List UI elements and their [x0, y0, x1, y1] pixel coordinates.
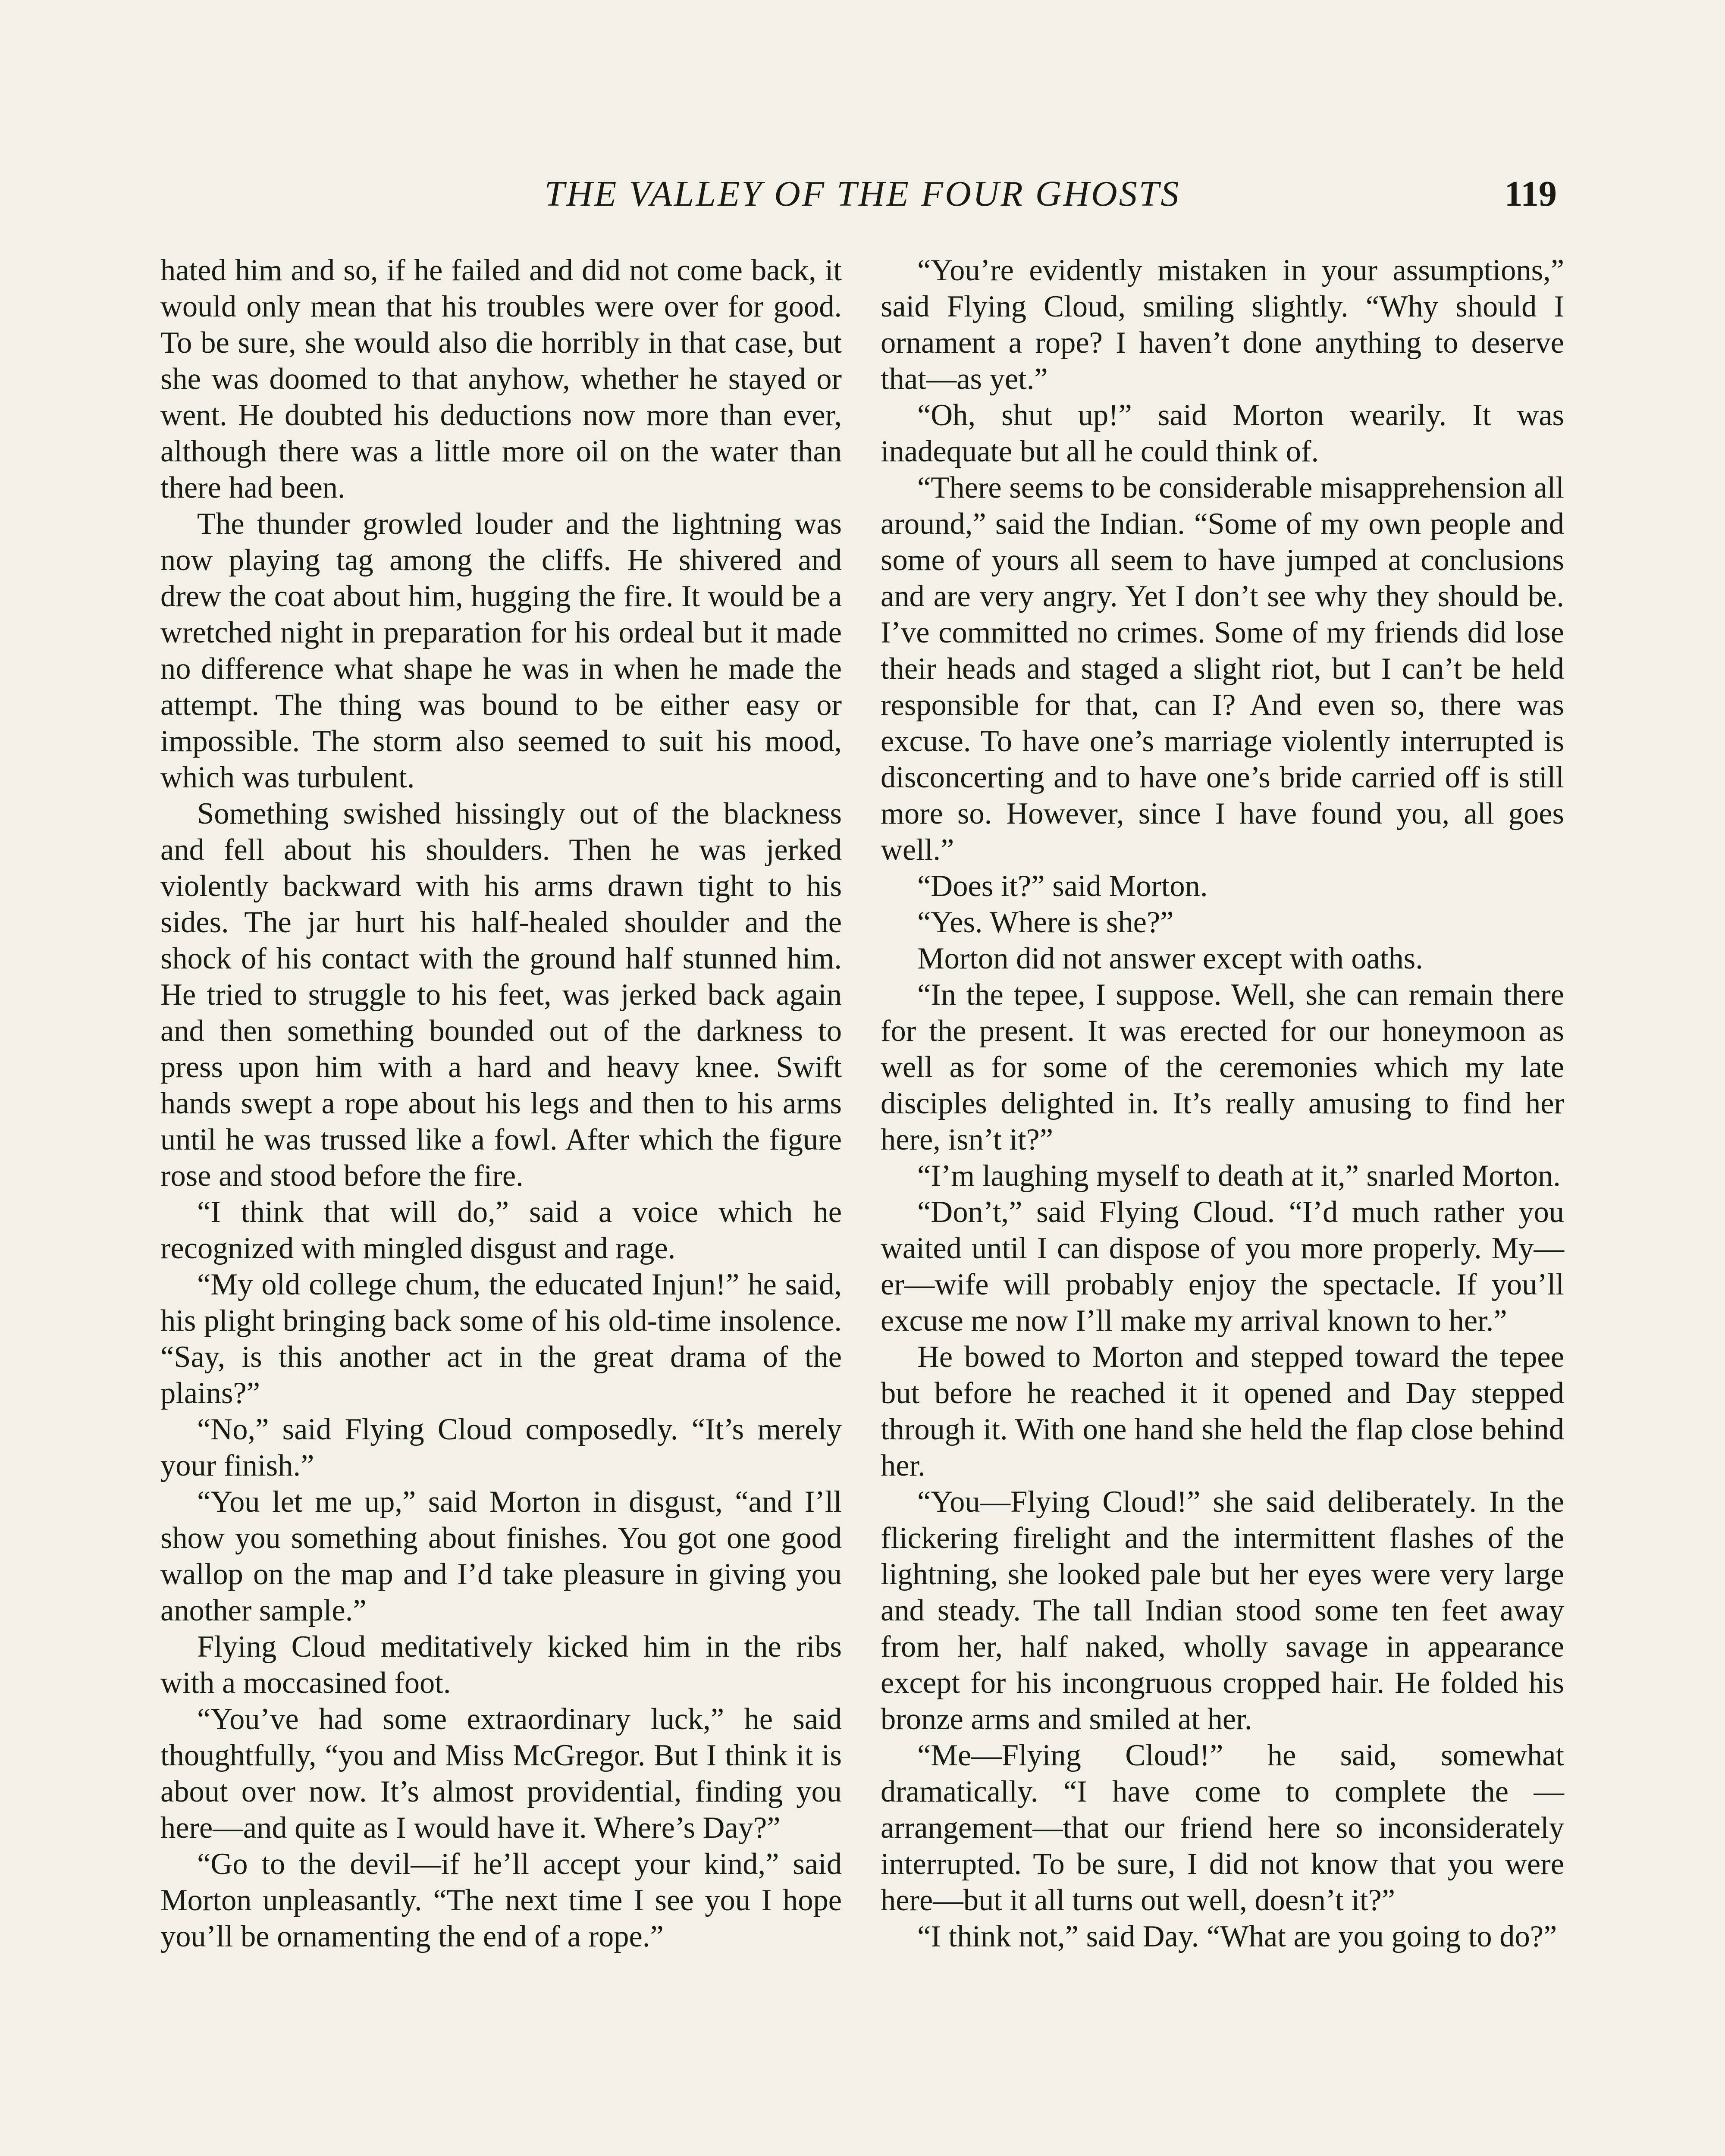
paragraph: “I think that will do,” said a voice which he recognized with mingled disgust and rage. [160, 1195, 842, 1265]
text-column-right [881, 252, 1564, 1955]
paragraph: Flying Cloud meditatively kicked him in the ribs with a moccasined foot. [160, 1630, 842, 1700]
paragraph: “You let me up,” said Morton in disgust, “and I’ll show you something about finishes. You got one good wallop on the map and I’d take pleasure in giving you another sample.” [160, 1485, 842, 1627]
paragraph: hated him and so, if he failed and did not come back, it would only mean that his troubles were over for good. To be sure, she would also die horribly in that case, but she was doomed to that anyhow, whether he stayed or went. He doubted his deductions now more than ever, although there was a little more oil on the water than there had been. [160, 254, 842, 505]
running-header-title: THE VALLEY OF THE FOUR GHOSTS [544, 174, 1181, 214]
paragraph: “Me—Flying Cloud!” he said, somewhat dramatically. “I have come to complete the —arrangement—that our friend here so inconsiderately interrupted. To be sure, I did not know that you were here—but it all turns out well, doesn’t it?” [881, 1739, 1564, 1917]
paragraph: “My old college chum, the educated Injun!” he said, his plight bringing back some of his old-time insolence. “Say, is this another act in the great drama of the plains?” [160, 1268, 842, 1410]
paragraph: “There seems to be considerable misapprehension all around,” said the Indian. “Some of my own people and some of yours all seem to have jumped at conclusions and are very angry. Yet I don’t see why they should be. I’ve committed no crimes. Some of my friends did lose their heads and staged a slight riot, but I can’t be held responsible for that, can I? And even so, there was excuse. To have one’s marriage violently interrupted is disconcerting and to have one’s bride carried off is still more so. However, since I have found you, all goes well.” [881, 471, 1564, 867]
text-column-left [160, 252, 842, 1955]
paragraph: “You’re evidently mistaken in your assumptions,” said Flying Cloud, smiling slightly. “Why should I ornament a rope? I haven’t done anything to deserve that—as yet.” [881, 254, 1564, 396]
paragraph: Morton did not answer except with oaths. [917, 942, 1423, 975]
paragraph: Something swished hissingly out of the blackness and fell about his shoulders. Then he was jerked violently backward with his arms drawn tight to his sides. The jar hurt his half-healed shoulder and the shock of his contact with the ground half stunned him. He tried to struggle to his feet, was jerked back again and then something bounded out of the darkness to press upon him with a hard and heavy knee. Swift hands swept a rope about his legs and then to his arms until he was trussed like a fowl. After which the figure rose and stood before the fire. [160, 797, 842, 1193]
paragraph: “You’ve had some extraordinary luck,” he said thoughtfully, “you and Miss McGregor. But I think it is about over now. It’s almost providential, finding you here—and quite as I would have it. Where’s Day?” [160, 1702, 842, 1845]
paragraph: “Don’t,” said Flying Cloud. “I’d much rather you waited until I can dispose of you more properly. My—er—wife will probably enjoy the spectacle. If you’ll excuse me now I’ll make my arrival known to her.” [881, 1195, 1564, 1338]
paragraph: “Does it?” said Morton. [917, 869, 1208, 903]
paragraph: “Oh, shut up!” said Morton wearily. It was inadequate but all he could think of. [881, 398, 1564, 468]
paragraph: He bowed to Morton and stepped toward the tepee but before he reached it it opened and Day stepped through it. With one hand she held the flap close behind her. [881, 1340, 1564, 1482]
paragraph: The thunder growled louder and the lightning was now playing tag among the cliffs. He shivered and drew the coat about him, hugging the fire. It would be a wretched night in preparation for his ordeal but it made no difference what shape he was in when he made the attempt. The thing was bound to be either easy or impossible. The storm also seemed to suit his mood, which was turbulent. [160, 507, 842, 794]
paragraph: “Yes. Where is she?” [917, 906, 1174, 939]
paragraph: “You—Flying Cloud!” she said deliberately. In the flickering firelight and the intermittent flashes of the lightning, she looked pale but her eyes were very large and steady. The tall Indian stood some ten feet away from her, half naked, wholly savage in appearance except for his incongruous cropped hair. He folded his bronze arms and smiled at her. [881, 1485, 1564, 1736]
paragraph: “In the tepee, I suppose. Well, she can remain there for the present. It was erected for our honeymoon as well as for some of the ceremonies which my late disciples delighted in. It’s really amusing to find her here, isn’t it?” [881, 978, 1564, 1156]
paragraph: “No,” said Flying Cloud composedly. “It’s merely your finish.” [160, 1413, 842, 1482]
paragraph: “Go to the devil—if he’ll accept your kind,” said Morton unpleasantly. “The next time I see you I hope you’ll be ornamenting the end of a rope.” [160, 1847, 842, 1953]
paragraph: “I’m laughing myself to death at it,” snarled Morton. [917, 1159, 1561, 1193]
paragraph: “I think not,” said Day. “What are you going to do?” [917, 1920, 1557, 1953]
page-number: 119 [1504, 174, 1557, 214]
